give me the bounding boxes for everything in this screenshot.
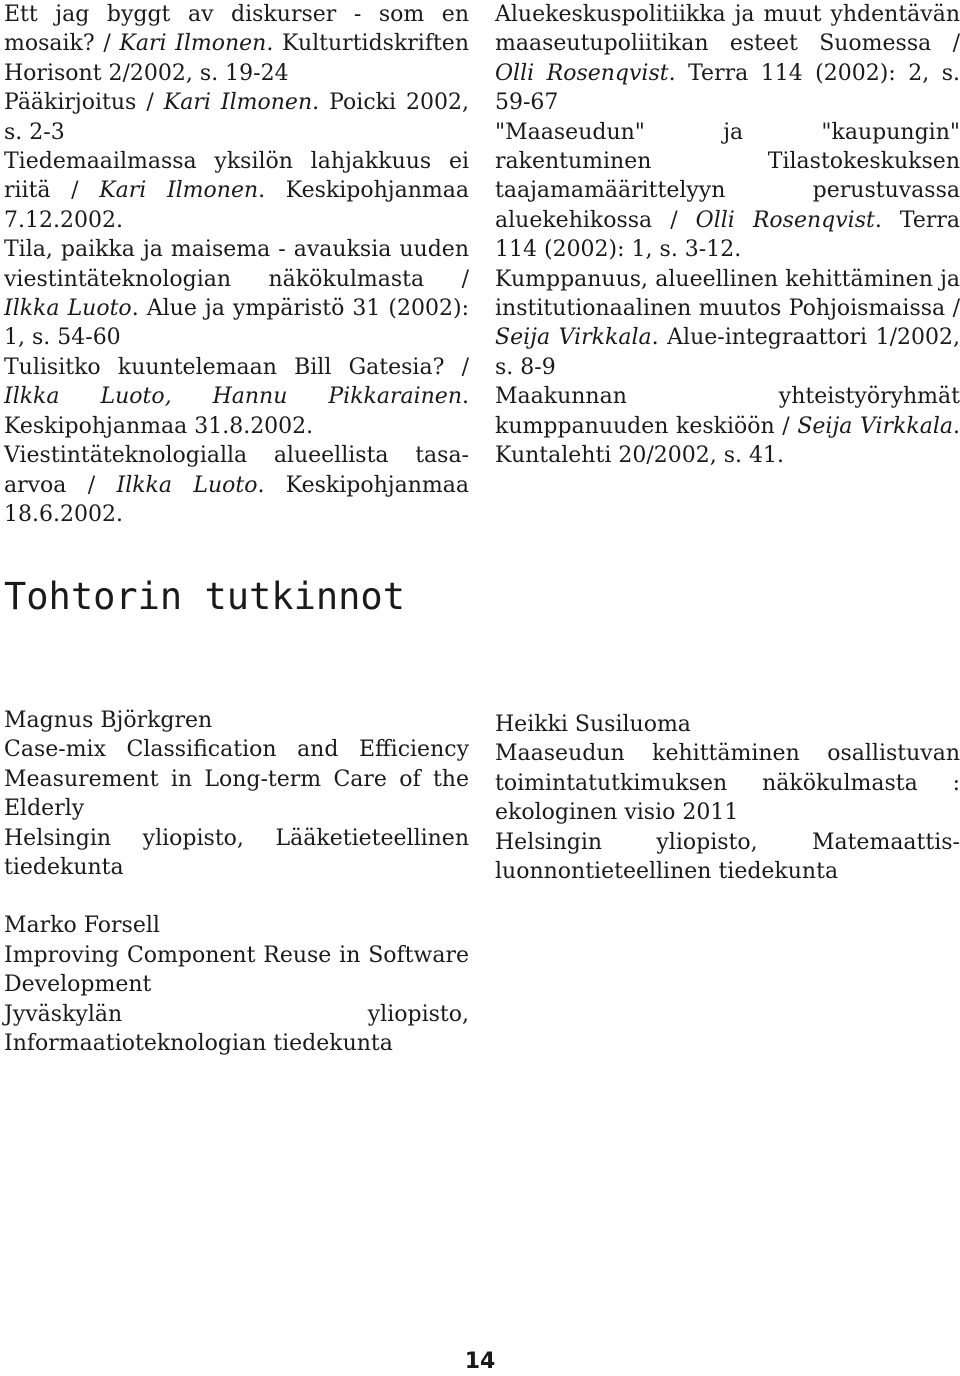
publication-author: Seija Virkkala: [495, 325, 652, 351]
doctor-name: Marko Forsell: [4, 913, 160, 939]
doctorate-institution: Jyväskylän yliopisto, Informaatioteknologian tiedekunta: [4, 1001, 469, 1057]
publication-entry: Tila, paikka ja maisema - avauksia uuden viestintäteknologian näkökulmasta / Ilkka Luoto. Alue ja ympäristö 31 (2002): 1, s. 54-60: [4, 237, 470, 351]
publication-entry: Maakunnan yhteistyöryhmät kumppanuuden keskiöön / Seija Virkkala. Kuntalehti 20/2002, s. 41.: [495, 384, 960, 469]
publication-entry: Viestintäteknologialla alueellista tasa-arvoa / Ilkka Luoto. Keskipohjanmaa 18.6.2002.: [4, 443, 469, 527]
publication-entry: Tiedemaailmassa yksilön lahjakkuus ei riitä / Kari Ilmonen. Keskipohjanmaa 7.12.2002.: [4, 149, 469, 233]
dissertation-title: Case-mix Classification and Efficiency Measurement in Long-term Care of the Elderly: [4, 737, 469, 822]
publication-author: Olli Rosenqvist: [695, 207, 875, 233]
publication-entry: "Maaseudun" ja "kaupungin" rakentuminen Tilastokeskuksen taajamamäärittelyyn perustuvassa aluekehikossa / Olli Rosenqvist. Terra 114 (2002): 1, s. 3-12.: [495, 119, 960, 263]
doctorate-institution: Helsingin yliopisto, Matemaattis-luonnontieteellinen tiedekunta: [495, 829, 960, 885]
dissertation-title: Improving Component Reuse in Software Development: [4, 942, 469, 998]
dissertation-title: Maaseudun kehittäminen osallistuvan toimintatutkimuksen näkökulmasta : ekologinen visio 2011: [495, 741, 960, 826]
doctorate-record: [4, 911, 469, 1058]
doctor-name: Magnus Björkgren: [4, 708, 213, 733]
publication-author: Ilkka Luoto: [4, 296, 132, 322]
publications-column-left: [4, 0, 469, 529]
doctorate-record: [495, 710, 960, 886]
publication-author: Kari Ilmonen: [99, 178, 259, 204]
publication-entry: Pääkirjoitus / Kari Ilmonen. Poicki 2002, s. 2-3: [4, 90, 470, 145]
publication-author: Seija Virkkala: [797, 413, 954, 439]
publication-author: Ilkka Luoto, Hannu Pikkarainen: [4, 384, 462, 410]
doctor-name: Heikki Susiluoma: [495, 712, 691, 737]
publication-entry: Aluekeskuspolitiikka ja muut yhdentävän maaseutupoliitikan esteet Suomessa / Olli Rosenqvist. Terra 114 (2002): 2, s. 59-67: [495, 2, 960, 116]
section-heading: Tohtorin tutkinnot: [4, 575, 405, 618]
publication-entry: Ett jag byggt av diskurser - som en mosaik? / Kari Ilmonen. Kulturtidskriften Horisont 2/2002, s. 19-24: [4, 2, 469, 86]
doctorates-column-left: [4, 706, 469, 1058]
page-number: 14: [464, 1349, 496, 1374]
publication-author: Ilkka Luoto: [116, 472, 258, 498]
publication-author: Kari Ilmonen: [163, 90, 313, 116]
doctorate-institution: Helsingin yliopisto, Lääketieteellinen tiedekunta: [4, 825, 469, 881]
doctorates-column-right: [495, 710, 960, 886]
publication-author: Olli Rosenqvist: [495, 60, 669, 86]
publication-entry: Kumppanuus, alueellinen kehittäminen ja institutionaalinen muutos Pohjoismaissa / Seija Virkkala. Alue-integraattori 1/2002, s. 8-9: [495, 266, 960, 380]
publication-author: Kari Ilmonen: [119, 31, 267, 57]
doctorate-record: [4, 706, 469, 882]
publication-entry: Tulisitko kuuntelemaan Bill Gatesia? / Ilkka Luoto, Hannu Pikkarainen. Keskipohjanmaa 31.8.2002.: [4, 354, 469, 439]
publications-column-right: [495, 0, 960, 471]
